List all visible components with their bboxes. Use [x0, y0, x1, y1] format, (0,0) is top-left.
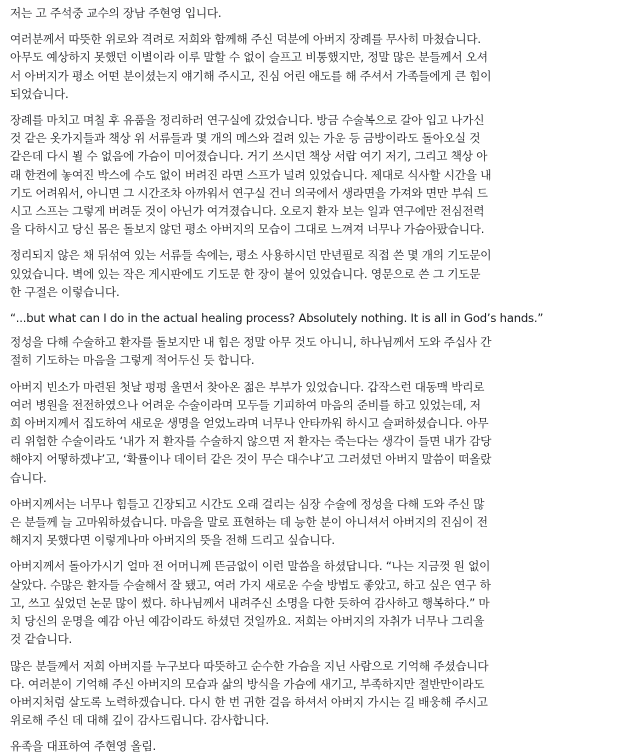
text-line: 정리되지 않은 채 뒤섞여 있는 서류들 속에는, 평소 사용하시던 만년필로 직접 쓴 몇 개의 기도문이	[10, 248, 492, 263]
paragraph	[10, 657, 630, 730]
paragraph	[10, 557, 630, 648]
paragraph	[10, 4, 630, 22]
text-line: 기도 어려워서, 아니면 그 시간조차 아까워서 연구실 건너 의국에서 생라면을 가져와 면만 부숴 드	[10, 185, 488, 200]
text-line: 희 아버지께서 집도하여 새로운 생명을 얻었노라며 너무나 안타까워 하시고 슬퍼하셨습니다. 아무	[10, 416, 489, 431]
text-line: 여러분께서 따뜻한 위로와 격려로 저희와 함께해 주신 덕분에 아버지 장례를 무사히 마쳤습니다.	[10, 32, 481, 47]
text-line: 한 구절은 이렇습니다.	[10, 284, 120, 299]
text-line: 살았다. 수많은 환자들 수술해서 잘 됐고, 여러 가지 새로운 수술 방법도 좋았고, 하고 싶은 연구 하	[10, 577, 491, 592]
text-line: 같은데 다시 뵐 수 없음에 가슴이 미어졌습니다. 거기 쓰시던 책상 서랍 여기 저기, 그리고 책상 아	[10, 149, 488, 164]
text-line: 아버지께서는 너무나 힘들고 긴장되고 시간도 오래 걸리는 심장 수술에 정성을 다해 도와 주신 많	[10, 496, 485, 511]
text-line: 시고 스프는 그렇게 버려둔 것이 아닌가 여겨졌습니다. 오로지 환자 보는 일과 연구에만 전심전력	[10, 204, 485, 219]
text-line: 다. 여러분이 기억해 주신 아버지의 모습과 삶의 방식을 가슴에 새기고, 부족하지만 절반만이라도	[10, 676, 485, 691]
text-line: 저는 고 주석중 교수의 장남 주현영 입니다.	[10, 6, 222, 20]
text-line: 유족을 대표하여 주현영 올림.	[10, 739, 156, 754]
text-line: 습니다.	[10, 470, 47, 485]
text-line: 여러 병원을 전전하였으나 어려운 수술이라며 모두들 기피하여 마음의 준비를 하고 있었는데, 저	[10, 397, 481, 412]
text-line: 고, 쓰고 싶었던 논문 많이 썼다. 하나님께서 내려주신 소명을 다한 듯하여 감사하고 행복하다.” 마	[10, 595, 490, 610]
text-line: 위로해 주신 데 대해 깊이 감사드립니다. 감사합니다.	[10, 713, 269, 728]
text-line: 것 같은 옷가지들과 책상 위 서류들과 몇 개의 메스와 걸려 있는 가운 등 금방이라도 돌아오실 것	[10, 131, 481, 146]
text-line: 리 위험한 수술이라도 ‘내가 저 환자를 수술하지 않으면 저 환자는 죽는다는 생각이 들면 내가 감당	[10, 434, 492, 449]
text-line: 치 당신의 운명을 예감 아닌 예감이라도 하셨던 것일까요. 저희는 아버지의 자취가 너무나 그리울	[10, 614, 485, 629]
text-line: 아버지께서 돌아가시기 얼마 전 어머니께 뜬금없이 이런 말씀을 하셨답니다. “나는 지금껏 원 없이	[10, 559, 491, 574]
paragraph	[10, 246, 630, 301]
paragraph	[10, 495, 630, 550]
text-line: 장례를 마치고 며칠 후 유품을 정리하러 연구실에 갔었습니다. 방금 수술복으로 갈아 입고 나가신	[10, 113, 485, 128]
text-line: 정성을 다해 수술하고 환자를 돌보지만 내 힘은 정말 아무 것도 아니니, 하나님께서 도와 주십사 간	[10, 335, 492, 350]
text-line: 서 아버지가 평소 어떤 분이셨는지 얘기해 주시고, 진심 어린 애도를 해 주셔서 가족들에게 큰 힘이	[10, 68, 492, 83]
paragraph	[10, 378, 630, 487]
text-line: 것 같습니다.	[10, 632, 72, 647]
text-line: 해지지 못했다면 이렇게나마 아버지의 뜻을 전해 드리고 싶습니다.	[10, 533, 335, 548]
paragraph	[10, 333, 630, 369]
text-line: 아버지처럼 살도록 노력하겠습니다. 다시 한 번 귀한 걸음 하셔서 아버지 가시는 길 배웅해 주시고	[10, 694, 488, 709]
quote-paragraph	[10, 309, 630, 327]
text-line: 은 분들께 늘 고마워하셨습니다. 마음을 말로 표현하는 데 능한 분이 아니셔서 아버지의 진심이 전	[10, 515, 488, 530]
text-line: 아버지 빈소가 마련된 첫날 펑펑 울면서 찾아온 젊은 부부가 있었습니다. 갑작스런 대동맥 박리로	[10, 379, 485, 394]
text-line: 되었습니다.	[10, 86, 69, 101]
text-line: 많은 분들께서 저희 아버지를 누구보다 따뜻하고 순수한 가슴을 지닌 사람으로 기억해 주셨습니다	[10, 658, 489, 673]
text-line: 있었습니다. 벽에 있는 작은 게시판에도 기도문 한 장이 붙어 있었습니다. 영문으로 쓴 그 기도문	[10, 266, 481, 281]
text-line: 아무도 예상하지 못했던 이별이라 이루 말할 수 없이 슬프고 비통했지만, 정말 많은 분들께서 오셔	[10, 50, 488, 65]
paragraph	[10, 30, 630, 103]
text-line: 해야지 어떻하겠냐’고, ‘확률이나 데이터 같은 것이 무슨 대수냐’고 그러셨던 아버지 말씀이 떠올랐	[10, 452, 492, 467]
text-line: 을 다하시고 당신 몸은 돌보지 않던 평소 아버지의 모습이 그대로 느껴져 너무나 가슴아팠습니다.	[10, 222, 485, 237]
paragraph	[10, 111, 630, 238]
text-line: “...but what can I do in the actual healing process? Absolutely nothing. It is all in God’s hands.”	[10, 311, 544, 326]
text-line: 절히 기도하는 마음을 그렇게 적어두신 듯 합니다.	[10, 353, 255, 368]
text-line: 래 한켠에 놓여진 박스에 수도 없이 버려진 라면 스프가 널려 있었습니다. 제대로 식사할 시간을 내	[10, 167, 492, 182]
